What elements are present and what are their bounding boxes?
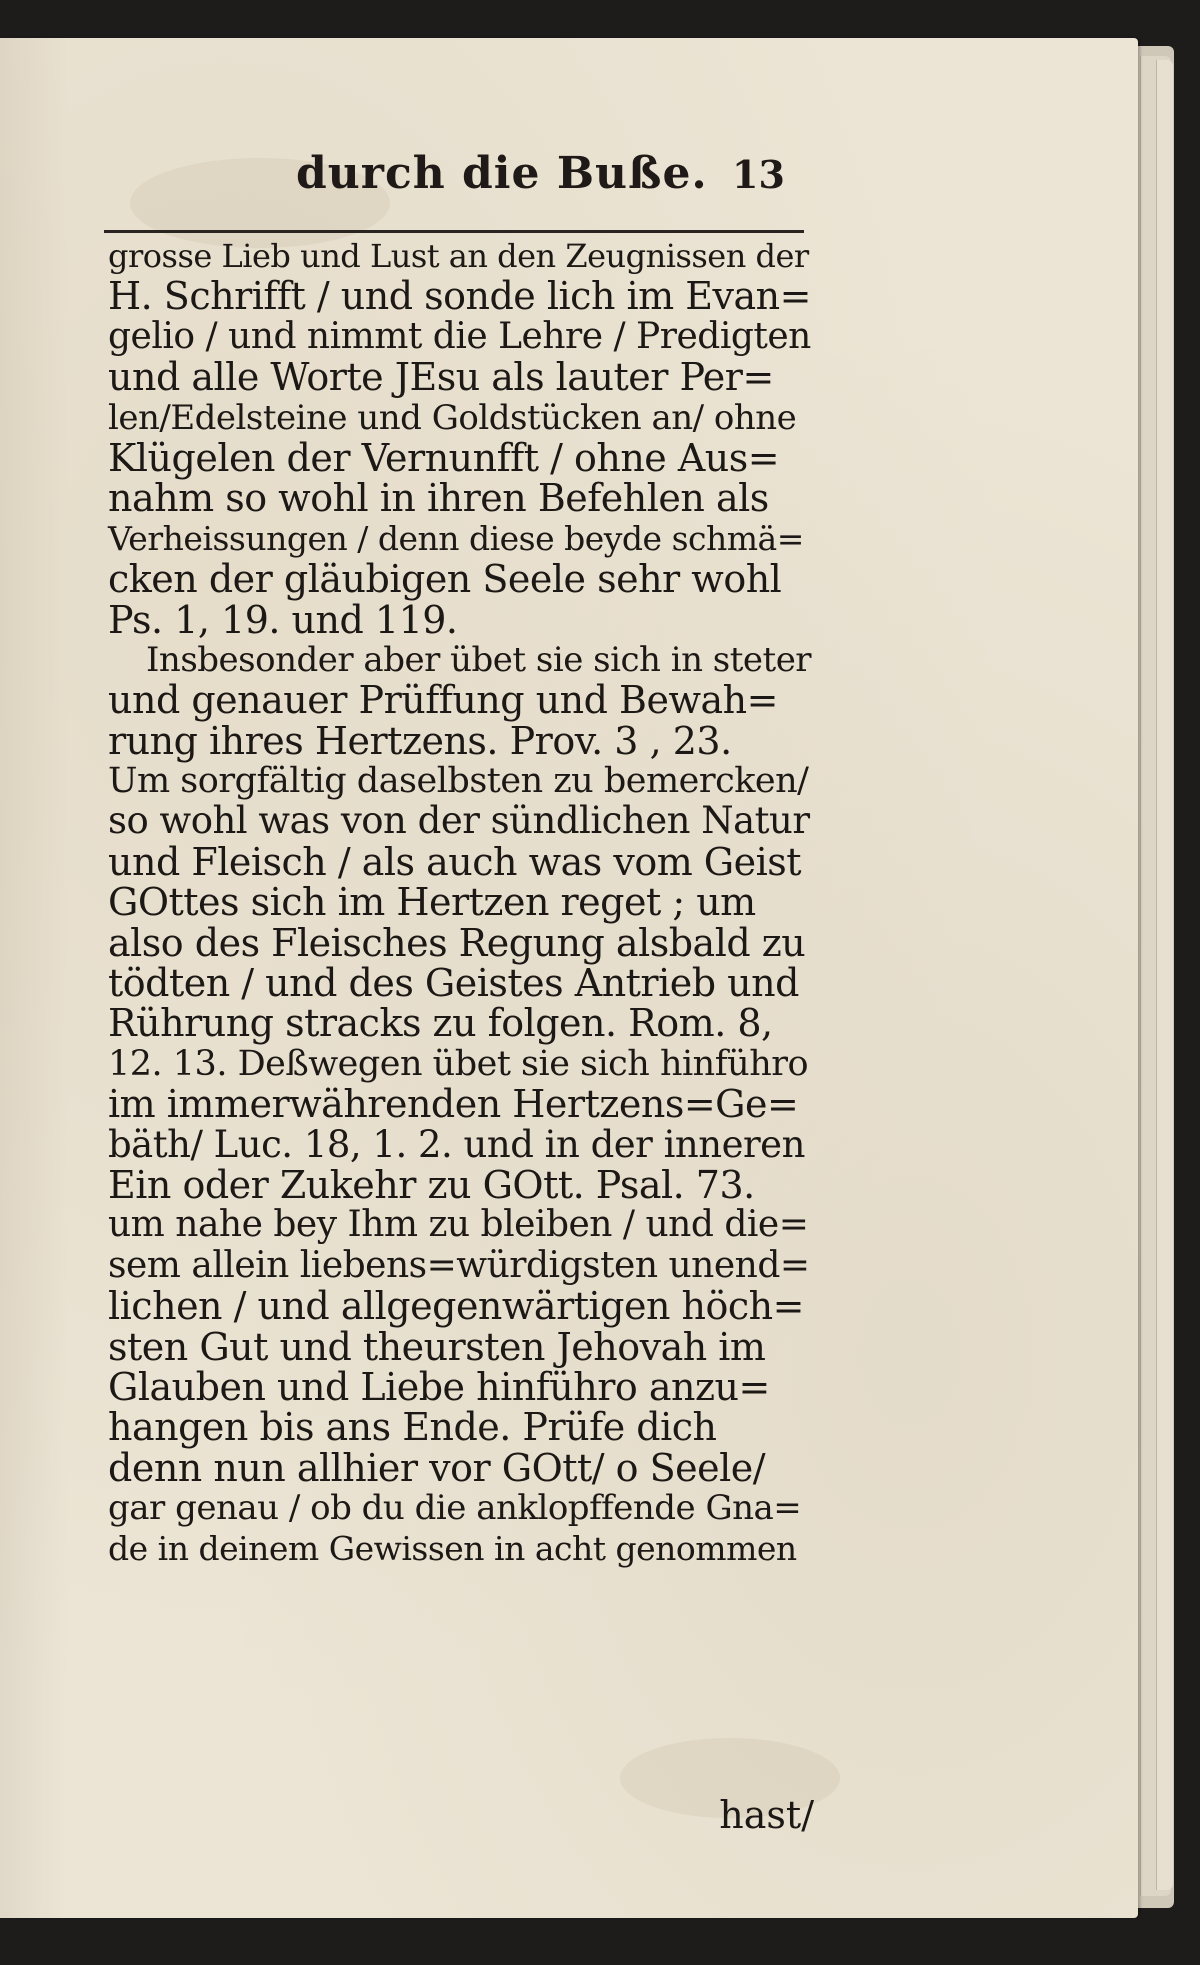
text-line: sem allein liebens=würdigsten unend= xyxy=(108,1244,810,1286)
text-line: gelio / und nimmt die Lehre / Predigten xyxy=(108,315,811,357)
page-header xyxy=(104,134,806,208)
text-line: denn nun allhier vor GOtt/ o Seele/ xyxy=(108,1445,766,1490)
body-text xyxy=(108,236,812,1569)
text-line: Glauben und Liebe hinführo anzu= xyxy=(108,1364,770,1409)
text-line: also des Fleisches Regung alsbald zu xyxy=(108,920,806,965)
paragraph-start-line: Insbesonder aber übet sie sich in steter xyxy=(146,639,812,680)
text-line: und genauer Prüffung und Bewah= xyxy=(108,678,778,723)
text-line: Um sorgfältig daselbsten zu bemercken/ xyxy=(108,761,809,802)
page-number: 13 xyxy=(732,152,785,197)
text-line: nahm so wohl in ihren Befehlen als xyxy=(108,476,769,521)
running-head: durch die Buße. xyxy=(296,148,708,199)
text-line: um nahe bey Ihm zu bleiben / und die= xyxy=(108,1204,809,1246)
text-line: cken der gläubigen Seele sehr wohl xyxy=(108,557,782,602)
text-line: Rührung stracks zu folgen. Rom. 8, xyxy=(108,1001,773,1046)
text-line: und Fleisch / als auch was vom Geist xyxy=(108,839,802,884)
text-line: H. Schrifft / und sonde lich im Evan= xyxy=(108,274,811,319)
text-line: sten Gut und theursten Jehovah im xyxy=(108,1324,766,1369)
text-line: gar genau / ob du die anklopffende Gna= xyxy=(108,1488,802,1529)
text-line: im immerwährenden Hertzens=Ge= xyxy=(108,1082,799,1127)
text-line: GOttes sich im Hertzen reget ; um xyxy=(108,880,756,925)
text-line: Ein oder Zukehr zu GOtt. Psal. 73. xyxy=(108,1162,755,1207)
header-rule xyxy=(104,230,804,233)
catchword: hast/ xyxy=(719,1793,814,1837)
text-line: hangen bis ans Ende. Prüfe dich xyxy=(108,1405,717,1450)
text-line: Klügelen der Vernunfft / ohne Aus= xyxy=(108,435,780,480)
text-line: de in deinem Gewissen in acht genommen xyxy=(108,1528,797,1568)
text-line: grosse Lieb und Lust an den Zeugnissen der xyxy=(108,237,809,275)
text-line: Verheissungen / denn diese beyde schmä= xyxy=(108,518,804,558)
text-line: so wohl was von der sündlichen Natur xyxy=(108,799,810,843)
book-page xyxy=(0,38,1138,1918)
text-line: lichen / und allgegenwärtigen höch= xyxy=(108,1284,804,1329)
text-line: 12. 13. Deßwegen übet sie sich hinführo xyxy=(108,1043,809,1084)
text-line: Ps. 1, 19. und 119. xyxy=(108,597,458,642)
text-line: und alle Worte JEsu als lauter Per= xyxy=(108,355,774,400)
text-line: len/Edelsteine und Goldstücken an/ ohne xyxy=(108,397,797,438)
text-line: bäth/ Luc. 18, 1. 2. und in der inneren xyxy=(108,1122,805,1166)
text-line: rung ihres Hertzens. Prov. 3 , 23. xyxy=(108,718,732,763)
page-edge-stack xyxy=(1156,60,1173,1890)
text-line: tödten / und des Geistes Antrieb und xyxy=(108,961,799,1006)
